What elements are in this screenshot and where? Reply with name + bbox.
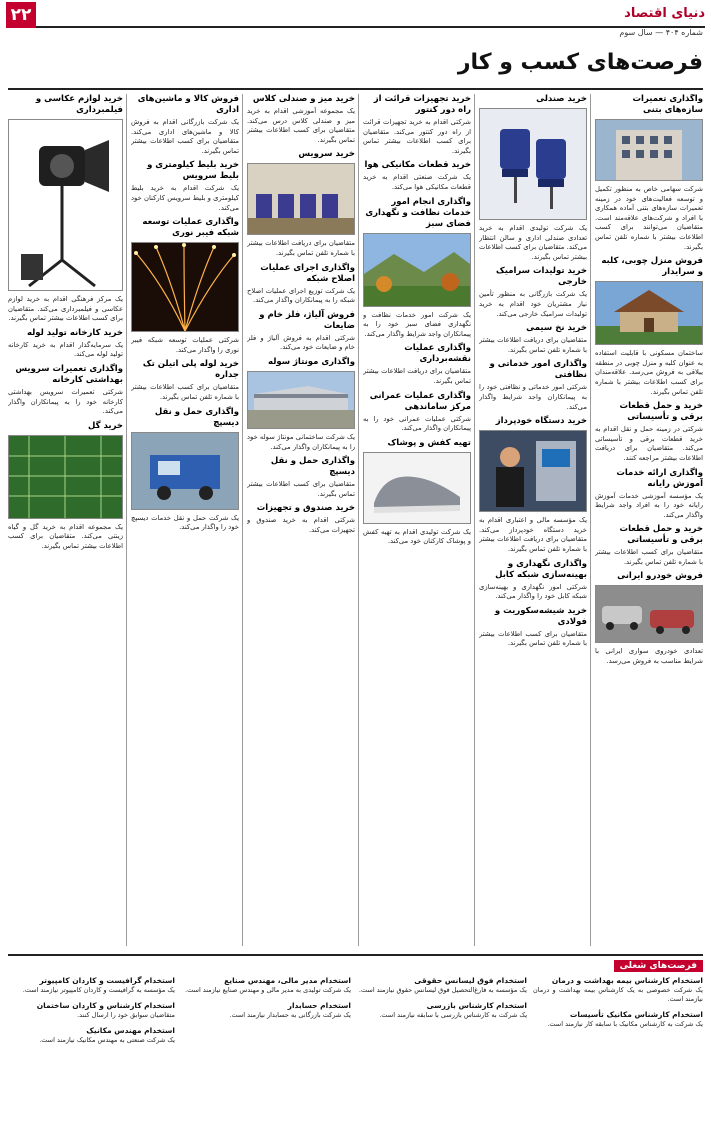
shoe-photo	[363, 452, 471, 524]
article	[8, 421, 123, 552]
classifieds-column	[181, 976, 351, 1126]
article-title: فروش کالا و ماشین‌های اداری	[137, 94, 239, 115]
article	[479, 416, 587, 554]
classified-item	[533, 1010, 703, 1029]
article-body: متقاضیان برای کسب اطلاعات بیشتر تماس بگیرند.	[247, 480, 355, 498]
article-title: واگذاری حمل و نقل دیسپچ	[270, 456, 355, 478]
classified-body: یک شرکت به کارشناس مکانیک با سابقه کار نیازمند است.	[547, 1020, 703, 1028]
article-body: یک شرکت اقدام به خرید بلیط کیلومتری و بلیط سرویس کارکنان خود می‌کند.	[131, 184, 239, 212]
article	[479, 559, 587, 602]
article-body: شرکتی اقدام به فروش آلیاژ و فلز خام و ضایعات خود می‌کند.	[247, 333, 355, 352]
cars-photo	[595, 585, 703, 643]
article-body: یک شرکت بازرگانی اقدام به فروش کالا و ماشین‌های اداری می‌کند. متقاضیان برای کسب اطلاعات بیشتر تماس بگیرند.	[131, 118, 239, 155]
article-body: شرکتی تعمیرات سرویس بهداشتی کارخانه خود را به پیمانکاران واگذار می‌کند.	[8, 387, 123, 416]
article-title: واگذاری عملیات توسعه شبکه فیبر نوری	[142, 217, 239, 239]
article-body: یک شرکت توزیع اجرای عملیات اصلاح شبکه را به پیمانکاران واگذار می‌کند.	[247, 286, 355, 305]
classified-title: استخدام کارشناس بیمه بهداشت و درمان	[551, 976, 703, 985]
article-body: یک شرکت تولیدی اقدام به تهیه کفش و پوشاک کارکنان خود می‌کند.	[363, 527, 471, 546]
article-title: واگذاری تعمیرات سازه‌های بتنی	[632, 94, 703, 115]
classified-item	[181, 1001, 351, 1020]
article	[8, 364, 123, 417]
article-body: یک شرکت امور خدمات نظافت و نگهداری فضای سبز خود را به پیمانکاران واجد شرایط واگذار می‌کند.	[363, 310, 471, 338]
classified-title: استخدام فوق لیسانس حقوقی	[414, 976, 527, 985]
article-body: متقاضیان برای کسب اطلاعات بیشتر با شماره تلفن تماس بگیرند.	[131, 383, 239, 401]
column-separator	[242, 94, 243, 946]
article-body: یک مجموعه اقدام به خرید گل و گیاه زینتی می‌کند. متقاضیان برای کسب اطلاعات بیشتر تماس بگیرند.	[8, 522, 123, 550]
article-title: واگذاری انجام امور خدمات نظافت و نگهداری فضای سبز	[365, 196, 471, 229]
classified-title: استخدام گرافیست و کاردان کامپیوتر	[39, 976, 175, 985]
article-title: خرید لوازم عکاسی و فیلمبرداری	[35, 94, 123, 115]
article-title: خرید بلیط کیلومتری و بلیط سرویس	[147, 160, 239, 182]
greenhouse-photo	[8, 435, 123, 519]
article-body: شرکت سهامی خاص به منظور تکمیل و توسعه فعالیت‌های خود در زمینه تعمیرات سازه‌های بتنی آماده همکاری با افراد و شرکت‌های علاقه‌مند است. متقاضیان می‌توانند برای کسب اطلاعات بیشتر با شماره تلفن تماس بگیرند.	[595, 185, 703, 251]
article	[363, 343, 471, 386]
article-title: خرید صندوق و تجهیزات	[256, 503, 355, 514]
article	[247, 263, 355, 306]
warehouse-photo	[247, 371, 355, 429]
article-title: خرید لوله پلی اتیلن تک جداره	[142, 359, 239, 381]
studio-light-photo	[8, 119, 123, 291]
classified-title: استخدام حسابدار	[287, 1001, 351, 1010]
classified-title: استخدام مدیر مالی، مهندس صنایع	[224, 976, 351, 985]
article-title: فروش منزل چوبی، کلبه و سرایدار	[601, 256, 703, 278]
article-body: شرکتی امور نگهداری و بهینه‌سازی شبکه کابل خود را واگذار می‌کند.	[479, 582, 587, 601]
column-separator	[358, 94, 359, 946]
article	[363, 438, 471, 547]
classifieds-column	[533, 976, 703, 1126]
article	[131, 160, 239, 213]
column-1	[595, 94, 703, 946]
article-title: واگذاری امور خدماتی و نظافتی	[489, 359, 587, 381]
article	[247, 503, 355, 535]
article	[479, 94, 587, 262]
article-title: خرید تولیدات سرامیک خارجی	[496, 266, 587, 288]
brand-bar	[6, 6, 705, 28]
article-body: متقاضیان برای کسب اطلاعات بیشتر با شماره تلفن تماس بگیرند.	[595, 548, 703, 566]
article-title: فروش خودرو ایرانی	[617, 571, 703, 582]
article-body: شرکتی عملیات توسعه شبکه فیبر نوری را واگذار می‌کند.	[131, 336, 239, 354]
classifieds-column	[357, 976, 527, 1126]
article-body: یک شرکت حمل و نقل خدمات دیسپچ خود را واگذار می‌کند.	[131, 513, 239, 532]
article-body: متقاضیان برای دریافت اطلاعات بیشتر با شماره تلفن تماس بگیرند.	[479, 336, 587, 354]
classified-title: استخدام کارشناس و کاردان ساختمان	[36, 1001, 175, 1010]
column-separator	[474, 94, 475, 946]
article-title: خرید میز و صندلی کلاس	[252, 94, 355, 104]
article-body: یک شرکت تولیدی اقدام به خرید تعدادی صندلی اداری و سالن انتظار می‌کند. متقاضیان برای کسب اطلاعات بیشتر تماس بگیرند.	[479, 224, 587, 261]
article	[363, 197, 471, 340]
house-photo	[595, 281, 703, 345]
issue-line: شماره ۴۰۴ — سال سوم	[619, 28, 703, 37]
article-body: شرکتی امور خدماتی و نظافتی خود را به پیمانکاران واجد شرایط واگذار می‌کند.	[479, 383, 587, 411]
column-2	[479, 94, 587, 946]
classified-body: یک شرکت تولیدی به مدیر مالی و مهندس صنایع نیازمند است.	[185, 986, 351, 994]
article-body: شرکتی در زمینه حمل و نقل اقدام به خرید قطعات برقی و تأسیساتی می‌کند. متقاضیان برای دریافت اطلاعات بیشتر مراجعه کنند.	[595, 425, 703, 462]
classified-body: یک شرکت خصوصی به یک کارشناس بیمه بهداشت و درمان نیازمند است.	[533, 986, 703, 1003]
apartment-photo	[595, 119, 703, 181]
article-title: خرید شیشه‌سکوریت و فولادی	[494, 605, 587, 627]
article	[595, 468, 703, 521]
article-body: متقاضیان برای کسب اطلاعات بیشتر با شماره تلفن تماس بگیرند.	[479, 629, 587, 648]
article-body: ساختمان مسکونی با قابلیت استفاده به عنوان کلبه و منزل چوبی در منطقه ییلاقی به فروش می‌رسد. علاقه‌مندان برای کسب اطلاعات بیشتر با شماره تلفن تماس بگیرند.	[595, 349, 703, 396]
column-6	[8, 94, 123, 946]
classified-body: یک مؤسسه به فارغ‌التحصیل فوق لیسانس حقوق نیازمند است.	[358, 986, 527, 994]
article-title: واگذاری تعمیرات سرویس بهداشتی کارخانه	[15, 363, 123, 385]
classified-title: استخدام کارشناس مکانیک تأسیسات	[569, 1010, 703, 1019]
article-title: خرید دستگاه خودپرداز	[495, 416, 587, 427]
article	[479, 323, 587, 355]
article	[131, 359, 239, 402]
article-title: واگذاری ارائه خدمات آموزش رایانه	[616, 467, 703, 489]
article-title: واگذاری حمل و نقل دیسپچ	[154, 406, 239, 428]
article-body: یک شرکت بازرگانی به منظور تأمین نیاز مشتریان خود اقدام به خرید تولیدات سرامیک خارجی می‌کند.	[479, 290, 587, 318]
atm-photo	[479, 430, 587, 512]
column-separator	[126, 94, 127, 946]
chairs-photo	[479, 108, 587, 220]
article-body: یک مرکز فرهنگی اقدام به خرید لوازم عکاسی و فیلمبرداری می‌کند. متقاضیان برای کسب اطلاعات بیشتر تماس بگیرند.	[8, 295, 123, 323]
classified-body: متقاضیان سوابق خود را ارسال کنند.	[77, 1011, 175, 1019]
column-3	[363, 94, 471, 946]
articles-grid	[8, 94, 703, 946]
truck-photo	[131, 432, 239, 510]
newspaper-brand: دنیای اقتصاد	[624, 6, 705, 21]
classified-item	[357, 976, 527, 995]
article	[131, 94, 239, 156]
page-number: ۲۲	[6, 2, 36, 28]
job-classifieds	[8, 954, 703, 1134]
article	[247, 310, 355, 353]
article-body: شرکتی عملیات عمرانی خود را به پیمانکاران واگذار می‌کند.	[363, 414, 471, 433]
article-body: تعدادی خودروی سواری ایرانی با شرایط مناسب به فروش می‌رسد.	[595, 647, 703, 666]
classified-item	[181, 976, 351, 995]
article	[247, 149, 355, 258]
column-separator	[590, 94, 591, 946]
classifieds-column	[8, 976, 175, 1126]
classified-title: استخدام مهندس مکانیک	[86, 1026, 175, 1035]
article	[595, 524, 703, 567]
article-title: خرید سرویس	[298, 149, 355, 160]
article-title: خرید گل	[87, 420, 123, 431]
article	[479, 606, 587, 649]
classified-title: استخدام کارشناس بازرسی	[426, 1001, 527, 1010]
article	[479, 266, 587, 319]
classified-body: یک شرکت بازرگانی به حسابدار نیازمند است.	[229, 1011, 351, 1019]
classified-item	[8, 976, 175, 995]
classroom-photo	[247, 163, 355, 235]
article-title: خرید صندلی	[536, 94, 587, 104]
article-title: واگذاری عملیات عمرانی مرکز ساماندهی	[369, 390, 471, 412]
article-body: یک مؤسسه آموزشی خدمات آموزش رایانه خود را به افراد واجد شرایط واگذار می‌کند.	[595, 491, 703, 519]
article	[247, 94, 355, 145]
article	[8, 328, 123, 360]
article-body: یک مؤسسه مالی و اعتباری اقدام به خرید دستگاه خودپرداز می‌کند. متقاضیان برای دریافت اطلاعات بیشتر با شماره تلفن تماس بگیرند.	[479, 516, 587, 553]
article	[247, 357, 355, 452]
classified-body: یک مؤسسه به گرافیست و کاردان کامپیوتر نیازمند است.	[22, 986, 175, 994]
article-title: خرید و حمل قطعات برقی و تأسیساتی	[619, 524, 703, 546]
article	[595, 571, 703, 666]
article-title: فروش آلیاژ، فلز خام و ضایعات	[259, 309, 355, 331]
classifieds-header: فرصت‌های شغلی	[614, 960, 703, 972]
classified-body: یک شرکت به کارشناس بازرسی با سابقه نیازمند است.	[379, 1011, 527, 1019]
article-title: خرید کارخانه تولید لوله	[26, 327, 123, 338]
article-body: شرکتی اقدام به خرید صندوق و تجهیزات می‌کند.	[247, 516, 355, 534]
classified-item	[357, 1001, 527, 1020]
article-body: متقاضیان برای دریافت اطلاعات بیشتر با شماره تلفن تماس بگیرند.	[247, 239, 355, 257]
page-title: فرصت‌های کسب و کار	[457, 50, 703, 75]
classified-body: یک شرکت صنعتی به مهندس مکانیک نیازمند است.	[39, 1036, 175, 1044]
article-body: متقاضیان برای دریافت اطلاعات بیشتر تماس بگیرند.	[363, 367, 471, 385]
article	[595, 94, 703, 252]
article-body: یک شرکت ساختمانی مونتاژ سوله خود را به پیمانکاران واگذار می‌کند.	[247, 432, 355, 451]
article	[363, 94, 471, 156]
article-title: خرید تجهیزات قرائت از راه دور کنتور	[373, 94, 471, 115]
article-body: یک شرکت صنعتی اقدام به خرید قطعات مکانیکی هوا می‌کند.	[363, 173, 471, 191]
article-title: واگذاری مونتاژ سوله	[268, 356, 355, 367]
article	[479, 359, 587, 412]
article	[131, 407, 239, 533]
article-title: خرید و حمل قطعات برقی و تأسیساتی	[619, 401, 703, 423]
article-title: واگذاری نگهداری و بهینه‌سازی شبکه کابل	[495, 558, 587, 580]
article	[247, 456, 355, 499]
article-title: واگذاری عملیات نقشه‌برداری	[404, 343, 471, 365]
article	[363, 160, 471, 192]
article-title: خرید نخ سیمی	[526, 323, 587, 334]
column-5	[131, 94, 239, 946]
classified-item	[8, 1026, 175, 1045]
article	[8, 94, 123, 324]
article-body: یک سرمایه‌گذار اقدام به خرید کارخانه تولید لوله می‌کند.	[8, 340, 123, 359]
article-body: یک مجموعه آموزشی اقدام به خرید میز و صندلی کلاس درس می‌کند. متقاضیان برای کسب اطلاعات بیشتر تماس بگیرند.	[247, 107, 355, 144]
article	[131, 217, 239, 355]
classified-item	[533, 976, 703, 1004]
landscape-photo	[363, 233, 471, 307]
article	[363, 391, 471, 434]
article-title: خرید قطعات مکانیکی هوا	[364, 160, 471, 171]
article-title: واگذاری اجرای عملیات اصلاح شبکه	[260, 262, 355, 284]
masthead	[0, 0, 711, 95]
fiber-optic-photo	[131, 242, 239, 332]
title-rule	[8, 88, 703, 90]
article	[595, 256, 703, 397]
classified-item	[8, 1001, 175, 1020]
article-title: تهیه کفش و پوشاک	[387, 437, 471, 448]
column-4	[247, 94, 355, 946]
article	[595, 401, 703, 463]
article-body: شرکتی اقدام به خرید تجهیزات قرائت از راه دور کنتور می‌کند. متقاضیان برای کسب اطلاعات بیشتر تماس بگیرند.	[363, 118, 471, 155]
